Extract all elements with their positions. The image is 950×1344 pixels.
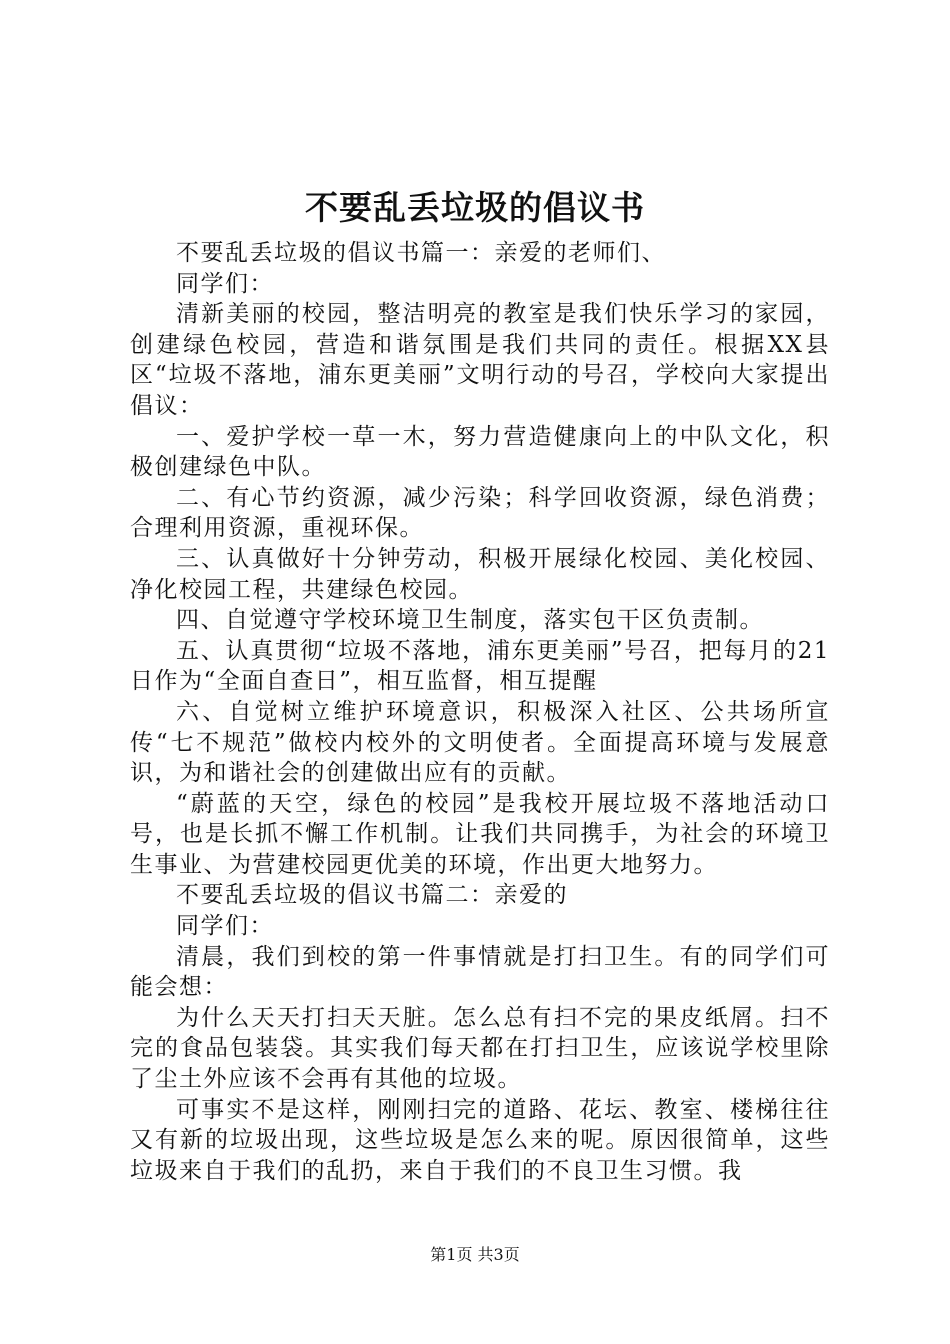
paragraph: 同学们： [176,913,274,940]
paragraph: 不要乱丢垃圾的倡议书篇一：亲爱的老师们、 [176,240,666,266]
paragraph: 三、认真做好十分钟劳动，积极开展绿化校园、美化校园、净化校园工程，共建绿色校园。 [130,545,830,603]
document-body [130,238,830,1186]
paragraph: 五、认真贯彻“垃圾不落地，浦东更美丽”号召，把每月的21日作为“全面自查日”，相互监督，相互提醒 [130,637,830,695]
paragraph: 一、爱护学校一草一木，努力营造健康向上的中队文化，积极创建绿色中队。 [130,423,830,481]
paragraph: 二、有心节约资源，减少污染；科学回收资源，绿色消费；合理利用资源，重视环保。 [130,484,830,542]
paragraph: 同学们： [176,270,274,297]
paragraph: 清晨，我们到校的第一件事情就是打扫卫生。有的同学们可能会想： [130,943,830,1001]
paragraph: 可事实不是这样，刚刚扫完的道路、花坛、教室、楼梯往往又有新的垃圾出现，这些垃圾是怎么来的呢。原因很简单，这些垃圾来自于我们的乱扔，来自于我们的不良卫生习惯。我 [130,1096,830,1184]
paragraph: 四、自觉遵守学校环境卫生制度，落实包干区负责制。 [176,607,764,634]
paragraph: 六、自觉树立维护环境意识，积极深入社区、公共场所宣传“七不规范”做校内校外的文明使者。全面提高环境与发展意识，为和谐社会的创建做出应有的贡献。 [130,698,830,787]
paragraph: “蔚蓝的天空，绿色的校园”是我校开展垃圾不落地活动口号，也是长抓不懈工作机制。让我们共同携手，为社会的环境卫生事业、为营建校园更优美的环境，作出更大地努力。 [130,790,830,878]
document-title: 不要乱丢垃圾的倡议书 [305,188,645,227]
paragraph: 为什么天天打扫天天脏。怎么总有扫不完的果皮纸屑。扫不完的食品包装袋。其实我们每天都在打扫卫生，应该说学校里除了尘土外应该不会再有其他的垃圾。 [130,1004,830,1093]
paragraph: 不要乱丢垃圾的倡议书篇二：亲爱的 [176,882,568,909]
page-footer: 第1页 共3页 [430,1245,520,1264]
paragraph: 清新美丽的校园，整洁明亮的教室是我们快乐学习的家园，创建绿色校园，营造和谐氛围是我们共同的责任。根据XX县区“垃圾不落地，浦东更美丽”文明行动的号召，学校向大家提出倡议： [130,301,830,419]
